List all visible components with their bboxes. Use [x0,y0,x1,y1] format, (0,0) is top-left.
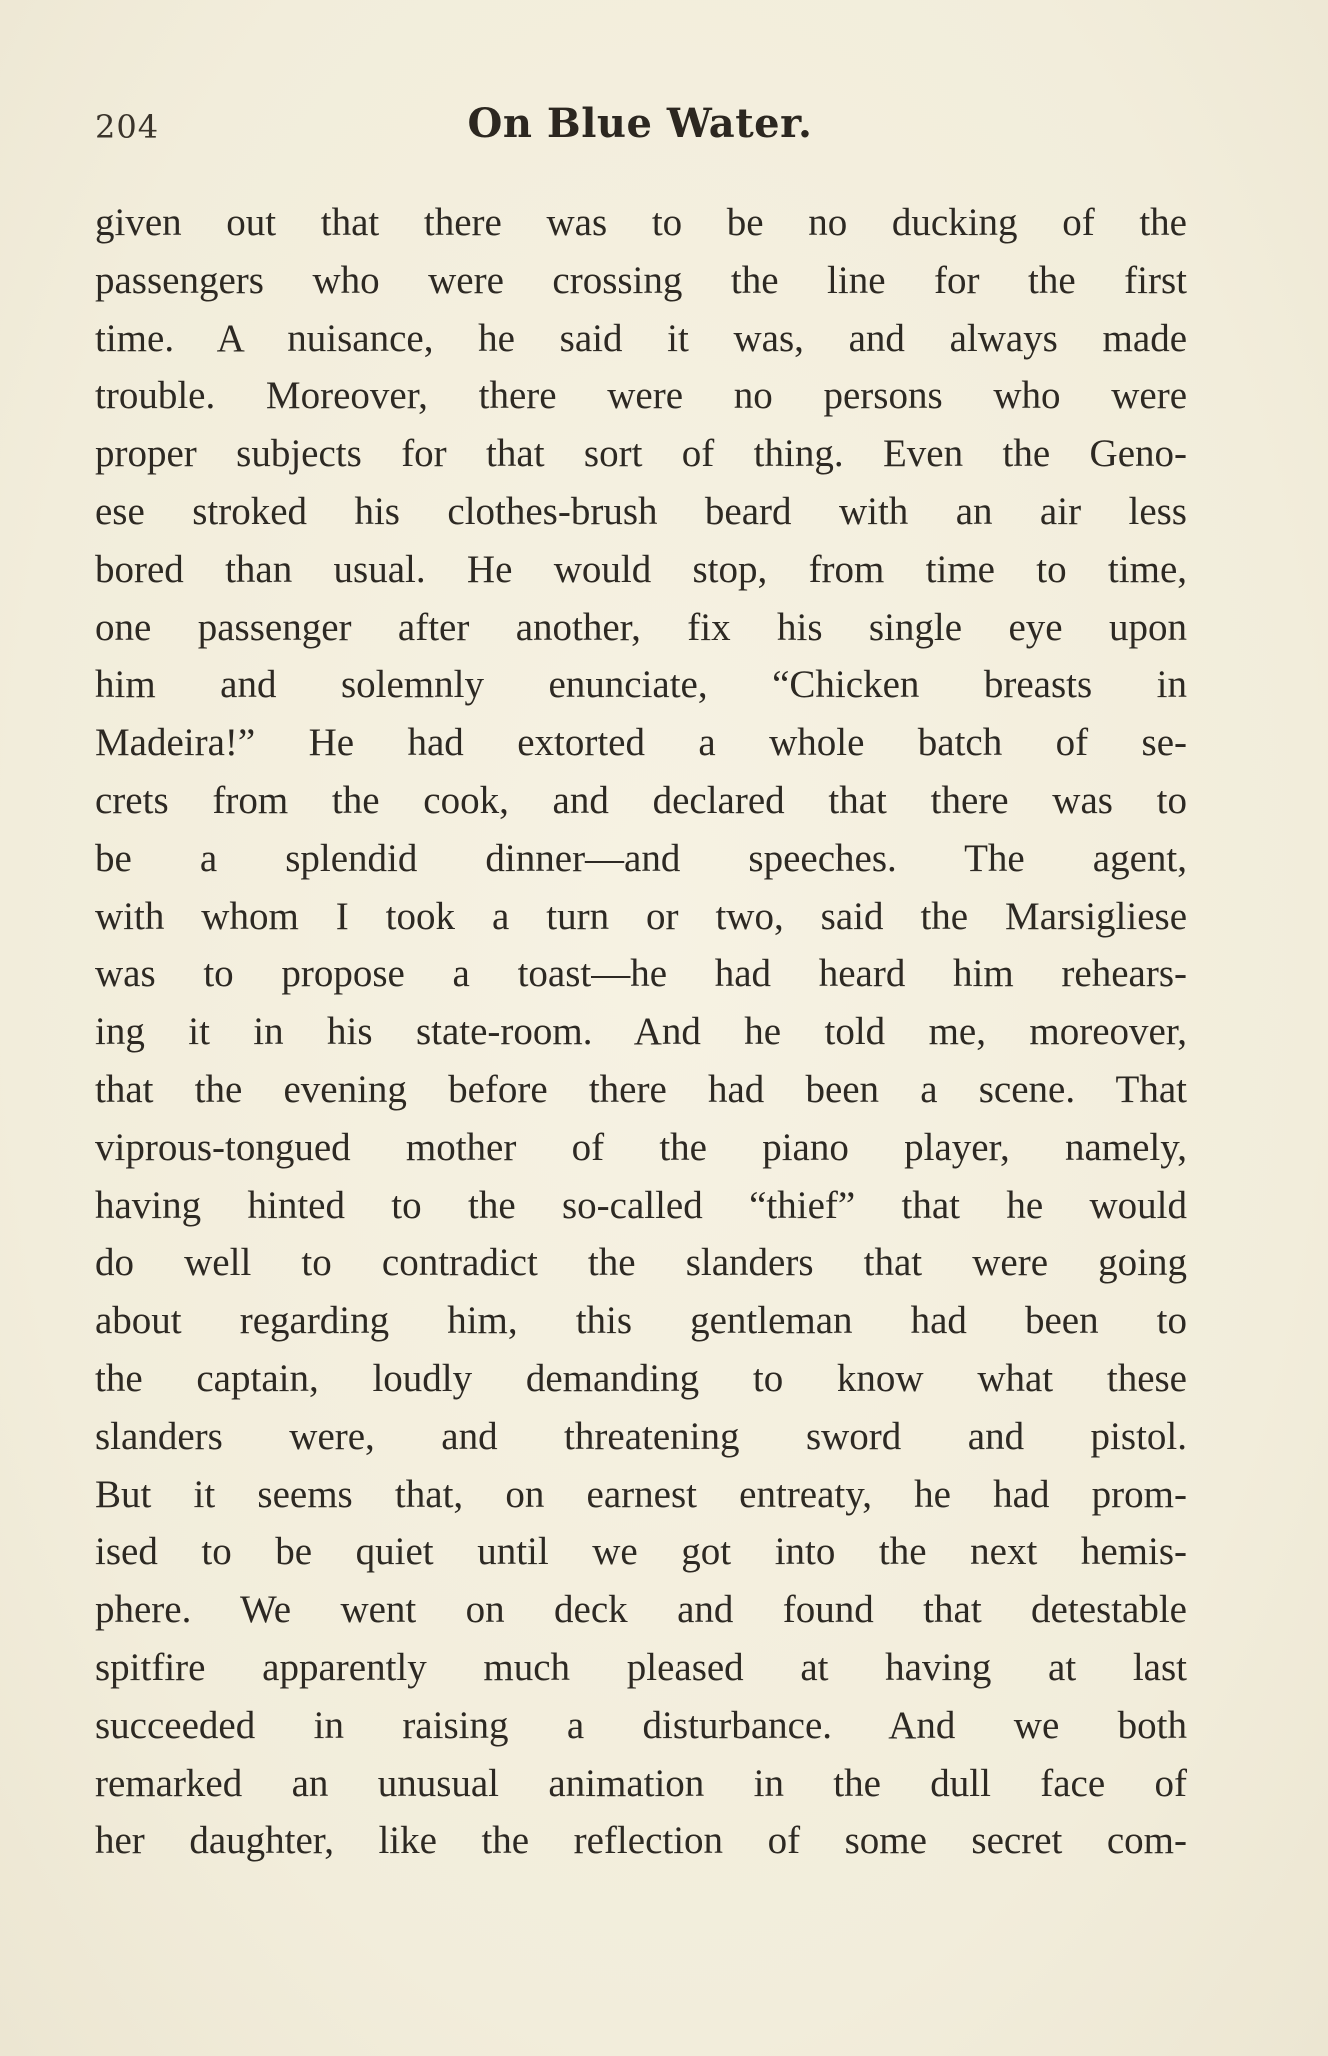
text-line: was to propose a toast—he had heard him rehears- [95,952,1187,996]
text-line: proper subjects for that sort of thing. Even the Geno- [95,432,1187,476]
text-line: her daughter, like the reflection of some secret com- [95,1819,1187,1863]
text-line: do well to contradict the slanders that were going [95,1241,1187,1285]
text-line: the captain, loudly demanding to know what these [95,1356,1187,1400]
running-head [95,100,1185,160]
text-line: crets from the cook, and declared that there was to [95,778,1187,822]
text-line: succeeded in raising a disturbance. And we both [95,1703,1187,1747]
text-line: slanders were, and threatening sword and pistol. [95,1414,1187,1458]
text-line: time. A nuisance, he said it was, and always made [95,316,1187,360]
text-line: Madeira!” He had extorted a whole batch of se- [95,721,1187,765]
page-number: 204 [95,108,160,146]
text-line: phere. We went on deck and found that detestable [95,1588,1187,1632]
text-line: given out that there was to be no ducking of the [95,201,1187,244]
running-title: On Blue Water. [467,100,813,147]
text-line: ese stroked his clothes-brush beard with an air less [95,489,1187,533]
text-line: remarked an unusual animation in the dull face of [95,1761,1187,1805]
text-line: viprous-tongued mother of the piano player, namely, [95,1125,1187,1169]
text-line: having hinted to the so-called “thief” that he would [95,1183,1187,1227]
text-line: be a splendid dinner—and speeches. The agent, [95,836,1187,880]
text-line: bored than usual. He would stop, from time to time, [95,547,1187,591]
text-line: ised to be quiet until we got into the next hemis- [95,1530,1187,1574]
text-line: with whom I took a turn or two, said the Marsigliese [95,894,1187,938]
text-line: ing it in his state-room. And he told me, moreover, [95,1010,1187,1054]
text-line: spitfire apparently much pleased at having at last [95,1645,1187,1689]
text-line: one passenger after another, fix his single eye upon [95,605,1187,649]
text-line: passengers who were crossing the line for the first [95,258,1187,302]
text-line: But it seems that, on earnest entreaty, he had prom- [95,1472,1187,1516]
text-line: trouble. Moreover, there were no persons who were [95,374,1187,418]
text-line: about regarding him, this gentleman had been to [95,1299,1187,1343]
text-line: that the evening before there had been a scene. That [95,1067,1187,1111]
text-line: him and solemnly enunciate, “Chicken breasts in [95,663,1187,707]
body-text [95,194,1187,1870]
